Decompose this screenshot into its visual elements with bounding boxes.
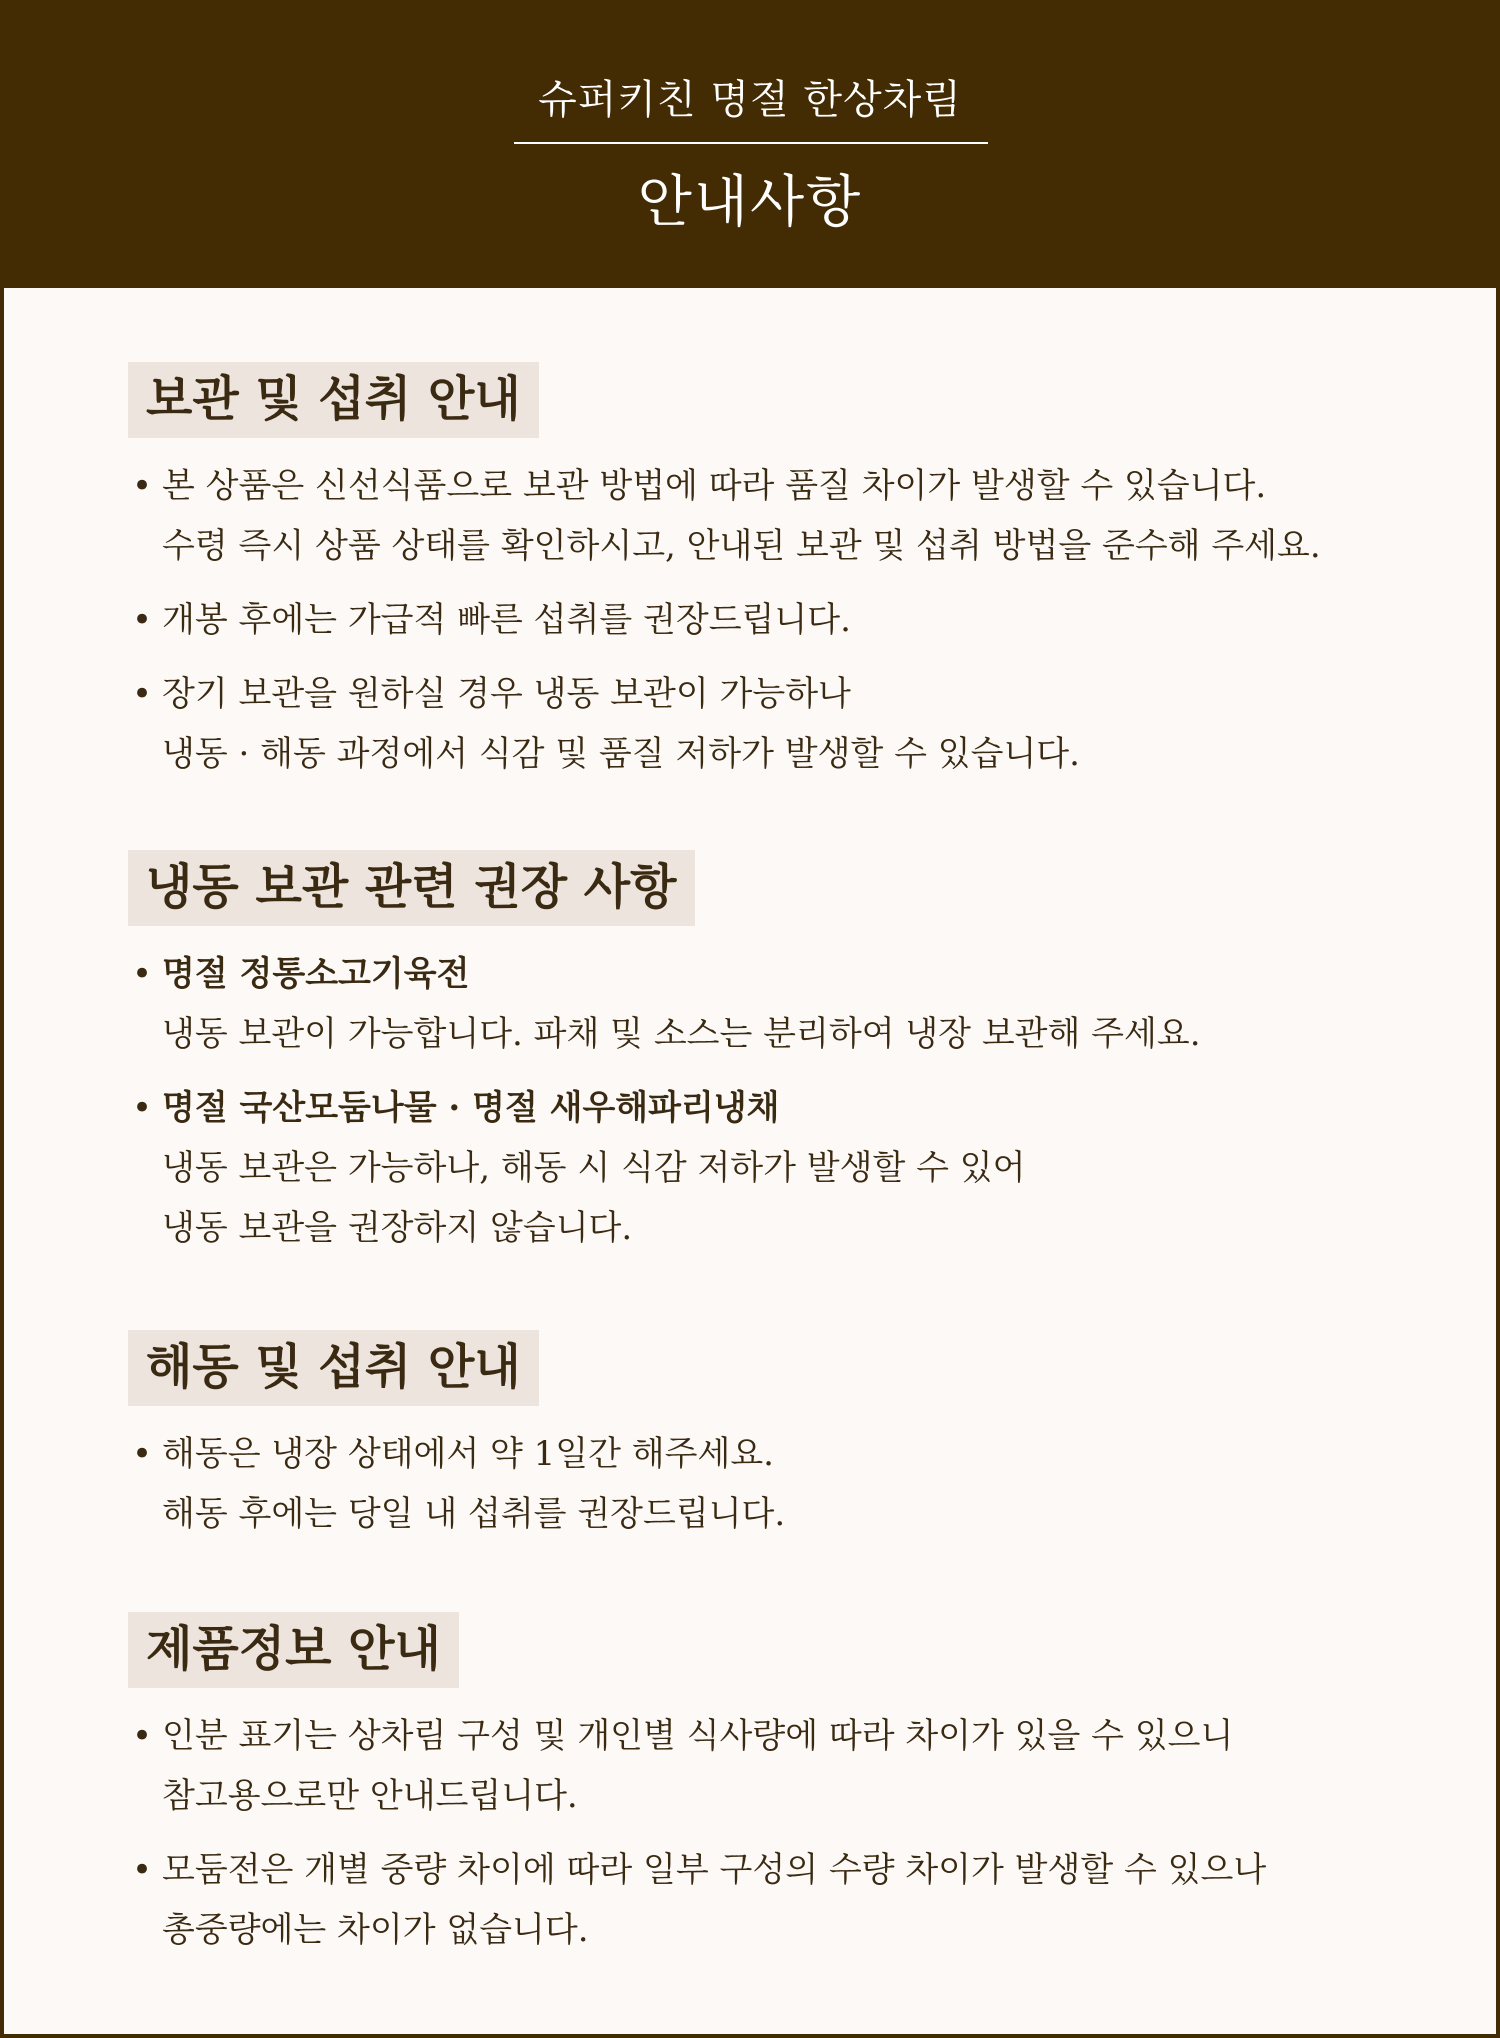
bullet-list	[128, 456, 1408, 784]
section-freezing	[128, 850, 1408, 1272]
bullet-dot: •	[132, 674, 153, 714]
list-item	[128, 1706, 1408, 1826]
section-title: 보관 및 섭취 안내	[128, 362, 539, 438]
list-item	[128, 1840, 1408, 1960]
item-line: 냉동 보관이 가능합니다. 파채 및 소스는 분리하여 냉장 보관해 주세요.	[162, 1014, 1201, 1054]
bullet-dot: •	[132, 466, 153, 506]
list-item	[128, 1078, 1408, 1258]
page-title: 안내사항	[637, 170, 863, 235]
list-item	[128, 1424, 1408, 1544]
item-line: 냉동 보관은 가능하나, 해동 시 식감 저하가 발생할 수 있어	[162, 1148, 1026, 1188]
item-line: 해동 후에는 당일 내 섭취를 권장드립니다.	[162, 1494, 786, 1534]
section-title: 해동 및 섭취 안내	[128, 1330, 539, 1406]
header-divider	[514, 142, 988, 144]
bullet-dot: •	[132, 1850, 153, 1890]
header-subtitle: 슈퍼키친 명절 한상차림	[538, 77, 962, 123]
section-title: 제품정보 안내	[128, 1612, 459, 1688]
section-title: 냉동 보관 관련 권장 사항	[128, 850, 695, 926]
item-line: 장기 보관을 원하실 경우 냉동 보관이 가능하나	[162, 674, 851, 714]
item-line: 개봉 후에는 가급적 빠른 섭취를 권장드립니다.	[162, 600, 851, 640]
bullet-dot: •	[132, 600, 153, 640]
item-line: 모둠전은 개별 중량 차이에 따라 일부 구성의 수량 차이가 발생할 수 있으나	[162, 1850, 1267, 1890]
section-product-info	[128, 1612, 1408, 1974]
bullet-list	[128, 1424, 1408, 1544]
bullet-dot: •	[132, 1434, 153, 1474]
item-line: 냉동 보관을 권장하지 않습니다.	[162, 1208, 633, 1248]
header-banner	[0, 0, 1500, 288]
item-line: 냉동 · 해동 과정에서 식감 및 품질 저하가 발생할 수 있습니다.	[162, 734, 1080, 774]
item-line: 수령 즉시 상품 상태를 확인하시고, 안내된 보관 및 섭취 방법을 준수해 주세요.	[162, 526, 1321, 566]
section-thawing	[128, 1330, 1408, 1558]
list-item	[128, 944, 1408, 1064]
list-item	[128, 456, 1408, 576]
bullet-dot: •	[132, 1088, 153, 1128]
bullet-dot: •	[132, 1716, 153, 1756]
item-product-name: 명절 국산모둠나물 · 명절 새우해파리냉채	[162, 1088, 780, 1128]
bullet-list	[128, 1706, 1408, 1960]
item-product-name: 명절 정통소고기육전	[162, 954, 470, 994]
item-line: 참고용으로만 안내드립니다.	[162, 1776, 578, 1816]
item-line: 해동은 냉장 상태에서 약 1일간 해주세요.	[162, 1434, 774, 1474]
bullet-dot: •	[132, 954, 153, 994]
bullet-list	[128, 944, 1408, 1258]
item-line: 본 상품은 신선식품으로 보관 방법에 따라 품질 차이가 발생할 수 있습니다.	[162, 466, 1267, 506]
item-line: 인분 표기는 상차림 구성 및 개인별 식사량에 따라 차이가 있을 수 있으니	[162, 1716, 1234, 1756]
list-item	[128, 590, 1408, 650]
item-line: 총중량에는 차이가 없습니다.	[162, 1910, 589, 1950]
list-item	[128, 664, 1408, 784]
section-storage	[128, 362, 1408, 798]
